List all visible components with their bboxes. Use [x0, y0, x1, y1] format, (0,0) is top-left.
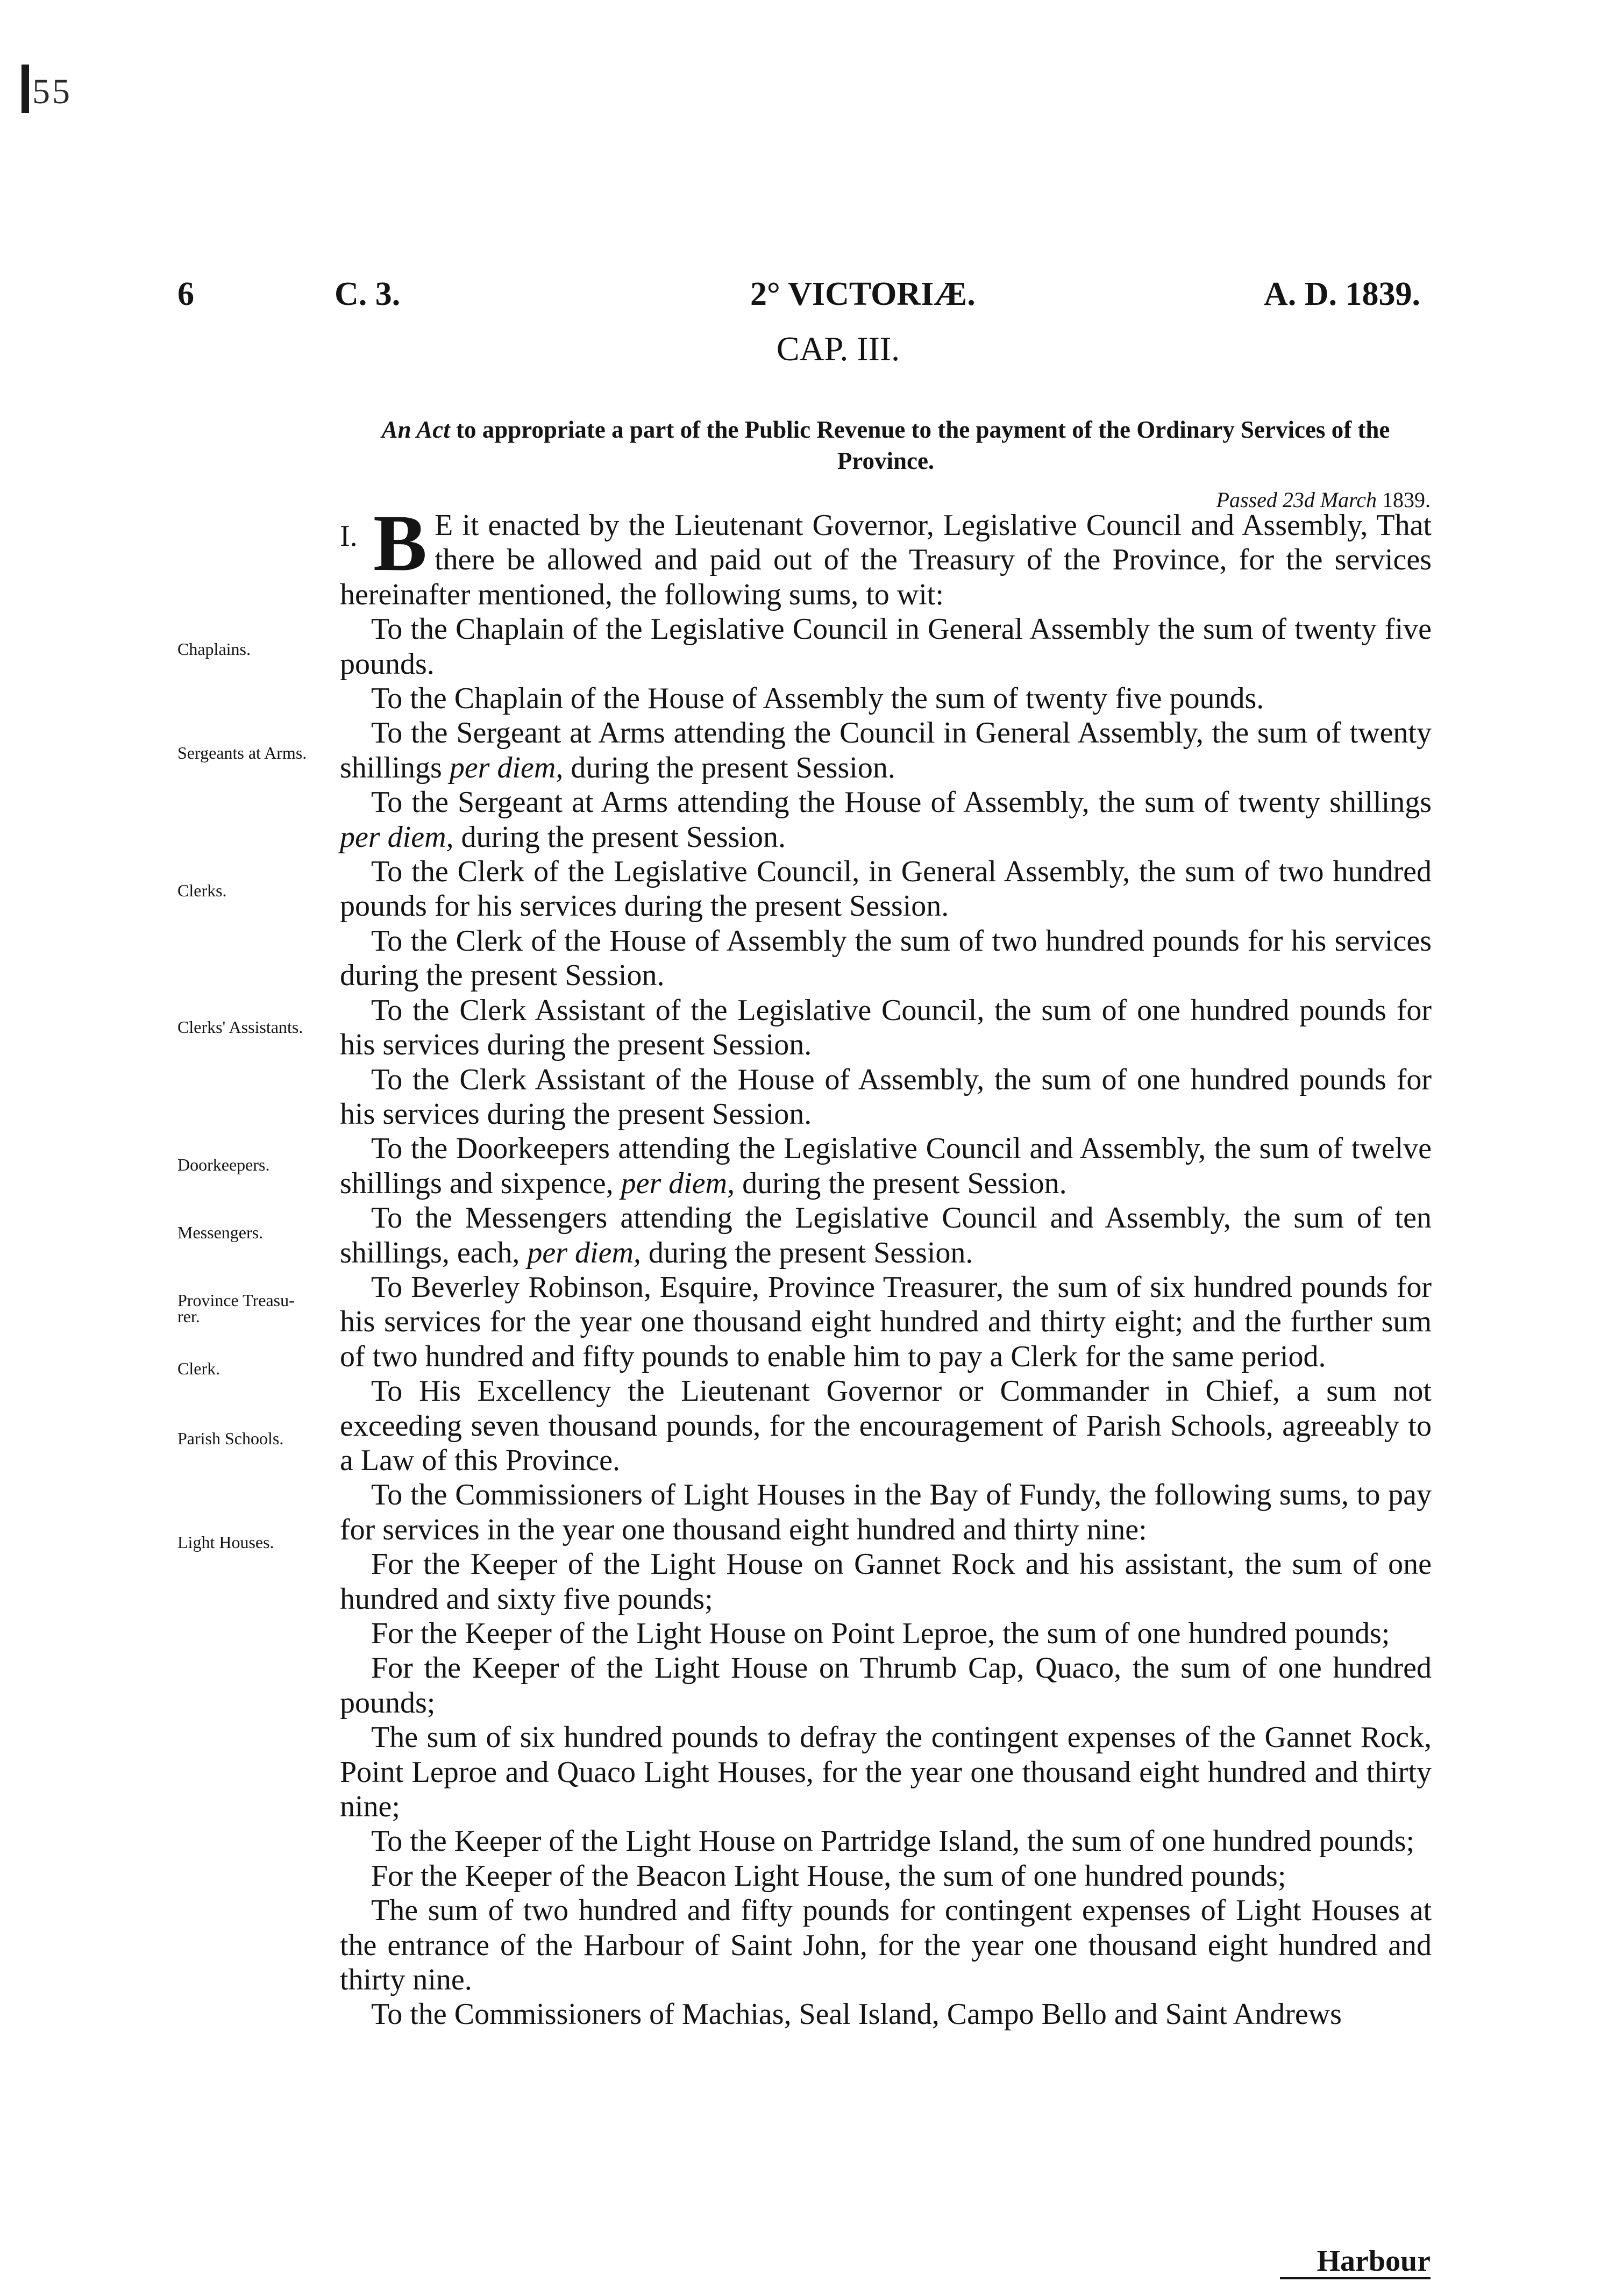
- clause-paragraph: [340, 1893, 1432, 1997]
- act-long-title: [340, 414, 1432, 476]
- margin-note: Messengers.: [177, 1223, 264, 1242]
- clause-text: The sum of six hundred pounds to defray the contingent expenses of the Gannet Rock, Point Leproe and Quaco Light Houses, for the year one thousand eight hundred and thirty nine;: [340, 1721, 1432, 1824]
- regnal-year: 2° VICTORIÆ.: [750, 276, 976, 312]
- clause-paragraph: [340, 1201, 1432, 1270]
- margin-note: Parish Schools.: [177, 1429, 284, 1448]
- clause-paragraph: [340, 854, 1432, 924]
- clause-text: To Beverley Robinson, Esquire, Province Treasurer, the sum of six hundred pounds for his services for the year one thousand eight hundred and thirty eight; and the further sum of two hundred and fifty pounds to enable him to pay a Clerk for the same period.: [340, 1270, 1432, 1373]
- margin-note: Clerk.: [177, 1359, 220, 1378]
- margin-notes: [0, 0, 339, 2296]
- clause-paragraph: [340, 681, 1432, 716]
- clause-text: To His Excellency the Lieutenant Governor or Commander in Chief, a sum not exceeding seven thousand pounds, for the encouragement of Parish Schools, agreeably to a Law of this Province.: [340, 1374, 1432, 1477]
- clause-text: To the Chaplain of the Legislative Council in General Assembly the sum of twenty five pounds.: [340, 612, 1432, 681]
- clause-paragraph: [340, 1997, 1432, 2031]
- latin-phrase: per diem,: [340, 820, 454, 854]
- clause-text: To the Chaplain of the House of Assembly the sum of twenty five pounds.: [371, 682, 1264, 716]
- clause-text: To the Clerk of the House of Assembly the sum of two hundred pounds for his services during the present Session.: [340, 924, 1432, 993]
- margin-note: Clerks' Assistants.: [177, 1017, 303, 1037]
- clause-paragraph: [340, 1131, 1432, 1201]
- clause-text: To the Commissioners of Light Houses in the Bay of Fundy, the following sums, to pay for services in the year one thousand eight hundred and thirty nine:: [340, 1478, 1432, 1546]
- chapter-ref: C. 3.: [335, 276, 401, 312]
- section-number: I.: [340, 519, 358, 553]
- drop-cap: B: [373, 498, 428, 588]
- chapter-title: CAP. III.: [776, 330, 900, 368]
- clause-text: The sum of two hundred and fifty pounds for contingent expenses of Light Houses at the entrance of the Harbour of Saint John, for the year one thousand eight hundred and thirty nine.: [340, 1894, 1432, 1997]
- clause-text: during the present Session.: [453, 820, 786, 854]
- margin-note: Chaplains.: [177, 639, 251, 659]
- clause-text: To the Clerk of the Legislative Council, in General Assembly, the sum of two hundred pounds for his services during the present Session.: [340, 855, 1432, 923]
- margin-note: Clerks.: [177, 881, 227, 900]
- clause-text: during the present Session.: [735, 1166, 1067, 1200]
- enacting-text: E it enacted by the Lieutenant Governor, Legislative Council and Assembly, That there be allowed and paid out of the Treasury of the Province, for the services hereinafter mentioned, the following sums, to wit:: [340, 509, 1432, 611]
- catchword: Harbour: [1280, 2245, 1431, 2279]
- clause-paragraph: [340, 716, 1432, 785]
- clause-paragraph: [340, 785, 1432, 854]
- clause-paragraph: [340, 1374, 1432, 1478]
- clause-text: For the Keeper of the Light House on Thrumb Cap, Quaco, the sum of one hundred pounds;: [340, 1651, 1432, 1720]
- latin-phrase: per diem,: [527, 1236, 641, 1270]
- clause-text: To the Commissioners of Machias, Seal Island, Campo Bello and Saint Andrews: [371, 1998, 1342, 2031]
- clause-text: To the Doorkeepers attending the Legislative Council and Assembly, the sum of twelve shillings and sixpence,: [340, 1132, 1432, 1200]
- clause-text: For the Keeper of the Light House on Point Leproe, the sum of one hundred pounds;: [371, 1617, 1390, 1650]
- clause-paragraph: [340, 924, 1432, 993]
- latin-phrase: per diem,: [621, 1166, 735, 1200]
- margin-note: Light Houses.: [177, 1532, 274, 1552]
- clause-text: To the Clerk Assistant of the Legislative Council, the sum of one hundred pounds for his services during the present Session.: [340, 993, 1432, 1062]
- clause-text: To the Clerk Assistant of the House of Assembly, the sum of one hundred pounds for his services during the present Session.: [340, 1063, 1432, 1131]
- margin-note: Province Treasu-: [177, 1290, 295, 1310]
- clause-paragraph: [340, 1720, 1432, 1824]
- clause-paragraph: [340, 993, 1432, 1063]
- anno-domini: A. D. 1839.: [1264, 276, 1421, 312]
- margin-note: Sergeants at Arms.: [177, 743, 307, 762]
- clause-paragraph: [340, 1547, 1432, 1616]
- clause-paragraph: [340, 1270, 1432, 1374]
- clause-text: For the Keeper of the Beacon Light House, the sum of one hundred pounds;: [371, 1859, 1286, 1893]
- page-number: 6: [177, 276, 194, 312]
- latin-phrase: per diem,: [449, 751, 564, 785]
- clause-paragraph: [340, 1616, 1432, 1651]
- clause-text: To the Keeper of the Light House on Partridge Island, the sum of one hundred pounds;: [371, 1824, 1415, 1858]
- clause-paragraph: [340, 1063, 1432, 1132]
- passed-year: 1839.: [1377, 488, 1431, 512]
- clause-text: during the present Session.: [641, 1236, 973, 1270]
- clause-text: during the present Session.: [563, 751, 895, 785]
- margin-note: Doorkeepers.: [177, 1155, 270, 1174]
- passed-label: Passed 23d March: [1216, 488, 1377, 512]
- long-title-lead: An Act: [381, 416, 450, 443]
- clause-list: [340, 612, 1432, 2032]
- clause-text: To the Sergeant at Arms attending the Council in General Assembly, the sum of twenty shillings: [340, 716, 1432, 785]
- clause-text: For the Keeper of the Light House on Gannet Rock and his assistant, the sum of one hundred and sixty five pounds;: [340, 1548, 1432, 1616]
- corner-mark-text: 55: [32, 72, 72, 111]
- clause-paragraph: [340, 1859, 1432, 1893]
- clause-paragraph: [340, 1478, 1432, 1547]
- long-title-rest: to appropriate a part of the Public Revenue to the payment of the Ordinary Services of the Province.: [450, 416, 1390, 474]
- clause-paragraph: [340, 1824, 1432, 1858]
- clause-text: To the Sergeant at Arms attending the House of Assembly, the sum of twenty shillings: [371, 786, 1432, 819]
- clause-text: To the Messengers attending the Legislative Council and Assembly, the sum of ten shillings, each,: [340, 1201, 1432, 1270]
- clause-paragraph: [340, 612, 1432, 681]
- clause-paragraph: [340, 1651, 1432, 1720]
- margin-note: rer.: [177, 1307, 200, 1326]
